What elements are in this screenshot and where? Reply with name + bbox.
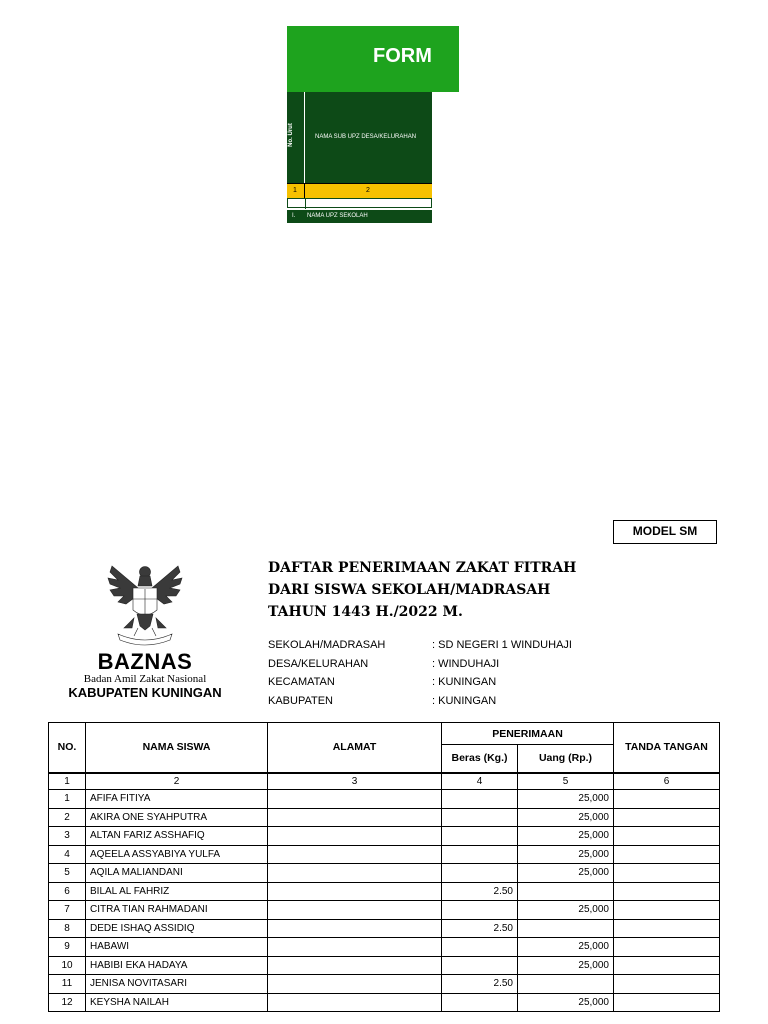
document-title (268, 557, 576, 623)
cell-tanda-tangan (614, 827, 720, 846)
header-tanda-tangan: TANDA TANGAN (614, 723, 720, 773)
cell-nama: AQILA MALIANDANI (86, 864, 268, 883)
cell-beras (442, 901, 518, 920)
cell-uang: 25,000 (518, 790, 614, 809)
cell-beras (442, 827, 518, 846)
model-label: MODEL SM (613, 520, 717, 544)
form-preview-header (287, 92, 432, 183)
cell-alamat (268, 827, 442, 846)
cell-nama: HABAWI (86, 938, 268, 957)
cell-no: 4 (49, 845, 86, 864)
table-row (49, 845, 720, 864)
cell-tanda-tangan (614, 901, 720, 920)
form-preview-blank-row (287, 198, 432, 208)
cell-uang: 25,000 (518, 993, 614, 1012)
cell-tanda-tangan (614, 845, 720, 864)
org-subtitle: Badan Amil Zakat Nasional (83, 673, 207, 685)
cell-no: 10 (49, 956, 86, 975)
cell-beras (442, 845, 518, 864)
cell-alamat (268, 956, 442, 975)
cell-beras (442, 956, 518, 975)
cell-uang: 25,000 (518, 901, 614, 920)
cell-uang (518, 882, 614, 901)
table-row (49, 938, 720, 957)
cell-alamat (268, 864, 442, 883)
table-row (49, 993, 720, 1012)
cell-nama: AFIFA FITIYA (86, 790, 268, 809)
cell-nama: JENISA NOVITASARI (86, 975, 268, 994)
cell-no: 1 (49, 790, 86, 809)
zakat-receipt-table (48, 722, 720, 1012)
cell-nama: AQEELA ASSYABIYA YULFA (86, 845, 268, 864)
table-row (49, 808, 720, 827)
cell-alamat (268, 938, 442, 957)
header-alamat: ALAMAT (268, 723, 442, 773)
cell-uang (518, 919, 614, 938)
cell-no: 9 (49, 938, 86, 957)
cell-tanda-tangan (614, 882, 720, 901)
cell-no: 2 (49, 808, 86, 827)
cell-alamat (268, 975, 442, 994)
cell-uang (518, 975, 614, 994)
form-preview-table (287, 92, 432, 223)
cell-no: 3 (49, 827, 86, 846)
col-sub-upz-label: NAMA SUB UPZ DESA/KELURAHAN (315, 134, 417, 140)
cell-tanda-tangan (614, 993, 720, 1012)
title-line-1: DAFTAR PENERIMAAN ZAKAT FITRAH (268, 560, 577, 576)
table-row (49, 919, 720, 938)
cell-beras: 2.50 (442, 882, 518, 901)
form-banner (287, 26, 459, 92)
column-number-row: 1 2 3 4 5 6 (49, 773, 720, 790)
col-no-urut-label: No. Urut (287, 123, 294, 147)
cell-tanda-tangan (614, 790, 720, 809)
header-uang: Uang (Rp.) (518, 745, 614, 773)
title-line-2: DARI SISWA SEKOLAH/MADRASAH (268, 582, 551, 598)
cell-no: 5 (49, 864, 86, 883)
cell-nama: DEDE ISHAQ ASSIDIQ (86, 919, 268, 938)
form-preview-section-row: I. NAMA UPZ SEKOLAH (287, 210, 432, 223)
cell-nama: AKIRA ONE SYAHPUTRA (86, 808, 268, 827)
cell-alamat (268, 882, 442, 901)
cell-tanda-tangan (614, 938, 720, 957)
table-row (49, 901, 720, 920)
cell-alamat (268, 901, 442, 920)
table-row (49, 790, 720, 809)
org-regency: KABUPATEN KUNINGAN (68, 685, 222, 700)
cell-beras (442, 864, 518, 883)
cell-no: 11 (49, 975, 86, 994)
table-row (49, 956, 720, 975)
cell-beras (442, 993, 518, 1012)
cell-nama: BILAL AL FAHRIZ (86, 882, 268, 901)
cell-alamat (268, 790, 442, 809)
cell-beras (442, 938, 518, 957)
cell-uang: 25,000 (518, 808, 614, 827)
form-preview-number-row: 1 2 (287, 183, 432, 199)
header-penerimaan: PENERIMAAN (442, 723, 614, 745)
cell-nama: ALTAN FARIZ ASSHAFIQ (86, 827, 268, 846)
cell-no: 8 (49, 919, 86, 938)
table-row (49, 975, 720, 994)
cell-alamat (268, 993, 442, 1012)
cell-tanda-tangan (614, 864, 720, 883)
cell-beras: 2.50 (442, 919, 518, 938)
cell-beras (442, 790, 518, 809)
cell-alamat (268, 808, 442, 827)
cell-beras: 2.50 (442, 975, 518, 994)
garuda-emblem-icon (104, 558, 186, 648)
header-no: NO. (49, 723, 86, 773)
cell-nama: CITRA TIAN RAHMADANI (86, 901, 268, 920)
org-name: BAZNAS (97, 649, 193, 674)
cell-nama: KEYSHA NAILAH (86, 993, 268, 1012)
cell-uang: 25,000 (518, 827, 614, 846)
cell-alamat (268, 845, 442, 864)
cell-nama: HABIBI EKA HADAYA (86, 956, 268, 975)
cell-tanda-tangan (614, 975, 720, 994)
cell-uang: 25,000 (518, 845, 614, 864)
org-block (52, 650, 238, 701)
table-row (49, 827, 720, 846)
title-line-3: TAHUN 1443 H./2022 M. (268, 604, 463, 620)
cell-uang: 25,000 (518, 956, 614, 975)
cell-no: 12 (49, 993, 86, 1012)
cell-no: 6 (49, 882, 86, 901)
cell-no: 7 (49, 901, 86, 920)
cell-alamat (268, 919, 442, 938)
cell-tanda-tangan (614, 919, 720, 938)
cell-uang: 25,000 (518, 938, 614, 957)
table-row (49, 882, 720, 901)
cell-tanda-tangan (614, 956, 720, 975)
table-row (49, 864, 720, 883)
cell-uang: 25,000 (518, 864, 614, 883)
header-beras: Beras (Kg.) (442, 745, 518, 773)
cell-beras (442, 808, 518, 827)
form-banner-title: FORM (373, 45, 432, 67)
header-nama-siswa: NAMA SISWA (86, 723, 268, 773)
cell-tanda-tangan (614, 808, 720, 827)
